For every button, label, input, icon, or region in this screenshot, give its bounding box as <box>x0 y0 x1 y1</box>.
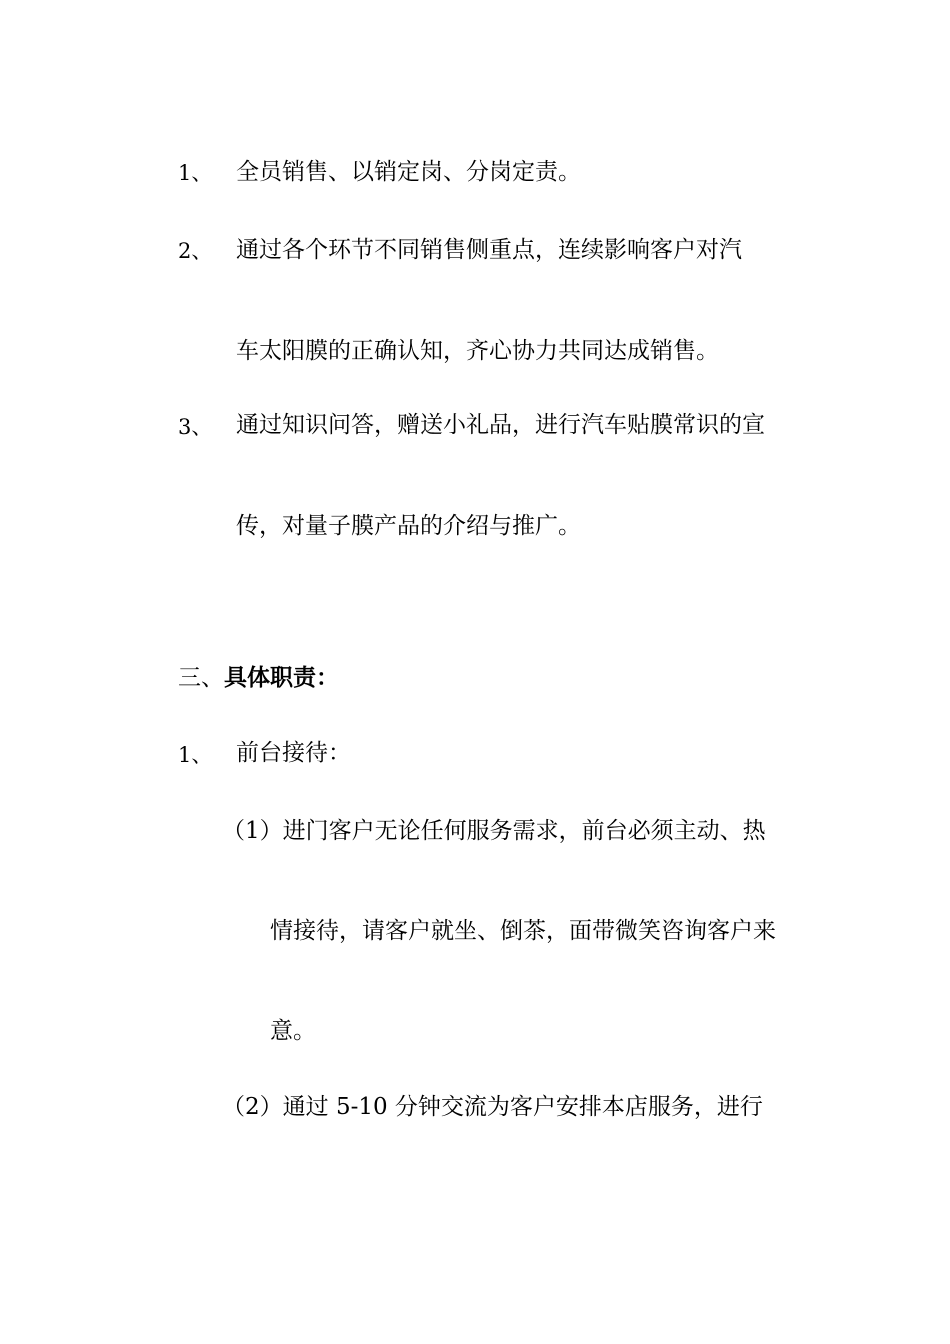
list-number: 2、 <box>178 239 213 263</box>
sub-item-text-continued: 情接待，请客户就坐、倒茶，面带微笑咨询客户来 <box>270 918 776 944</box>
list-item-text: 全员销售、以销定岗、分岗定责。 <box>236 159 581 185</box>
subsection-title: 前台接待： <box>236 740 351 766</box>
section-title: 具体职责： <box>224 664 339 691</box>
sub-item-text: （1）进门客户无论任何服务需求，前台必须主动、热 <box>222 818 766 844</box>
sub-item-text-continued: 意。 <box>270 1018 316 1044</box>
list-number: 3、 <box>178 415 213 439</box>
list-item-text: 通过各个环节不同销售侧重点，连续影响客户对汽 <box>236 237 742 263</box>
section-heading <box>178 663 339 693</box>
list-item-text-continued: 传，对量子膜产品的介绍与推广。 <box>236 513 581 539</box>
list-number: 1、 <box>178 161 213 185</box>
list-item-text: 通过知识问答，赠送小礼品，进行汽车贴膜常识的宣 <box>236 412 765 438</box>
section-prefix: 三、 <box>178 665 224 691</box>
list-item-text-continued: 车太阳膜的正确认知，齐心协力共同达成销售。 <box>236 338 719 364</box>
sub-item-text: （2）通过 5-10 分钟交流为客户安排本店服务，进行 <box>222 1094 763 1120</box>
list-number: 1、 <box>178 743 213 767</box>
